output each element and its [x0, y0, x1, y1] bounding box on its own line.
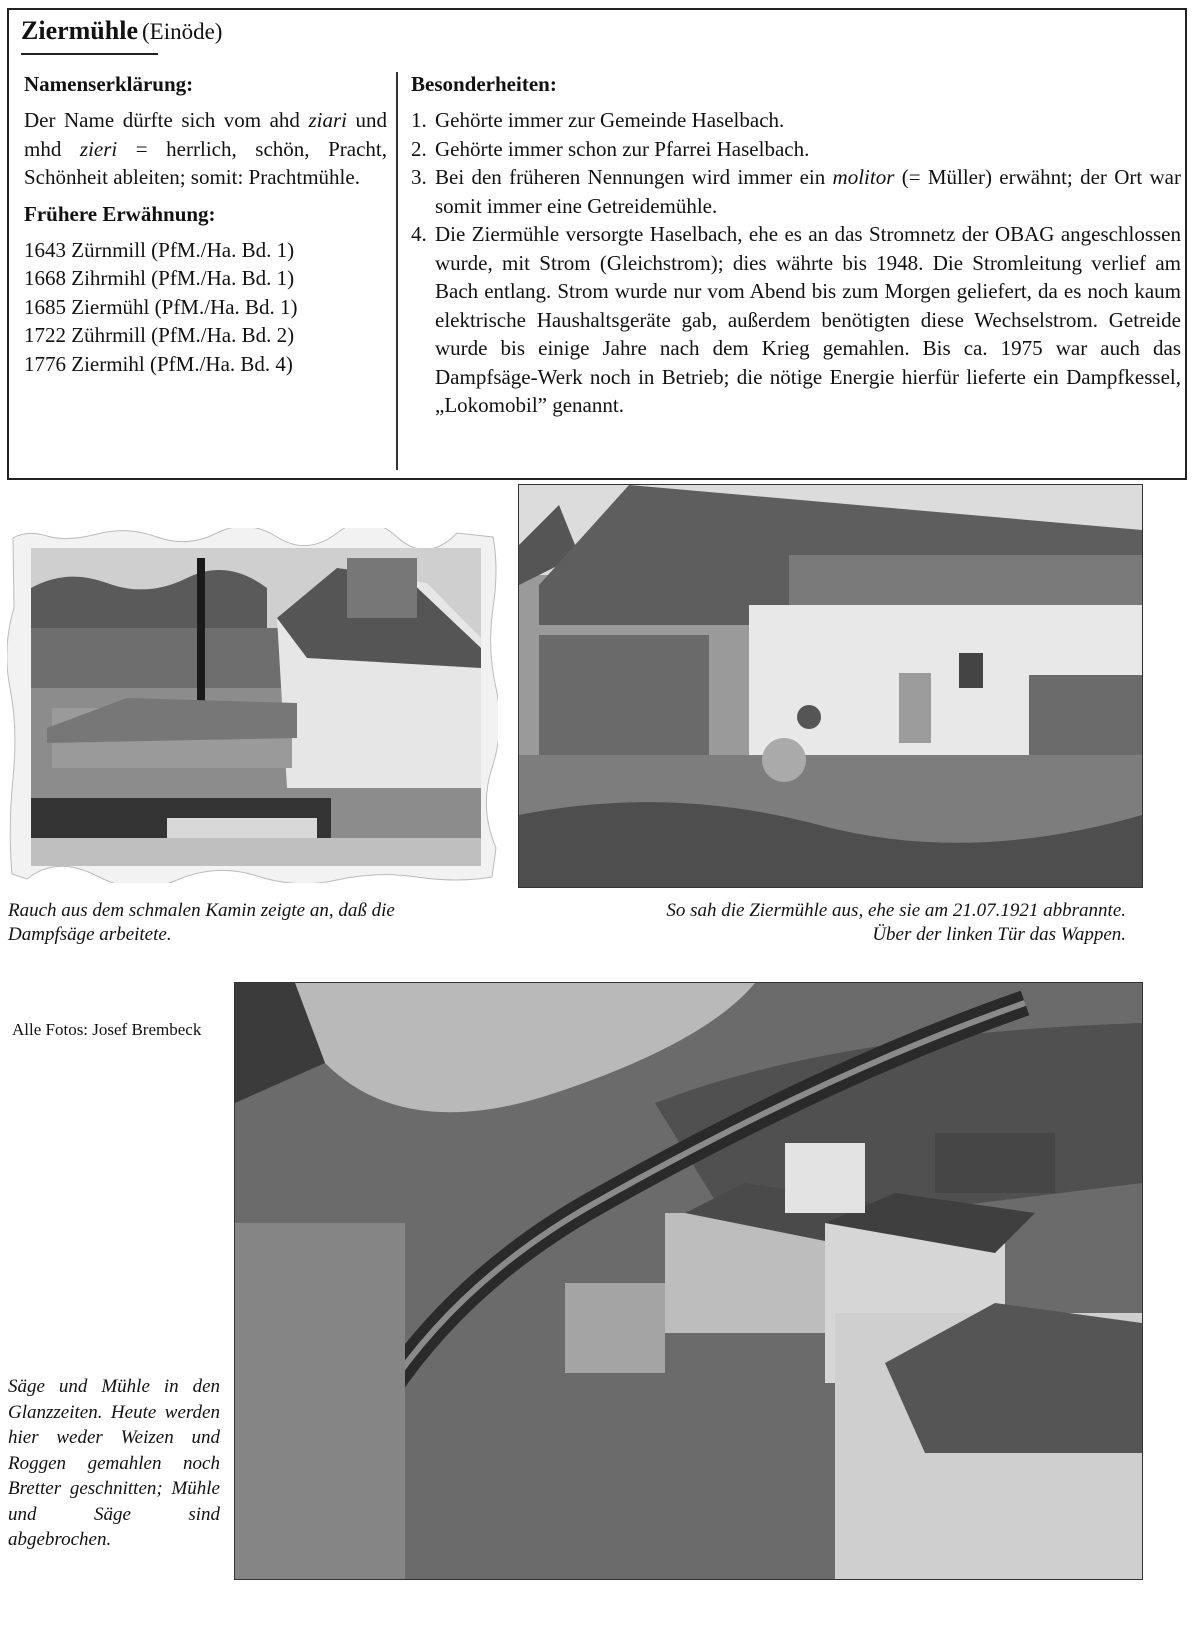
feature-number: 2. — [411, 136, 427, 161]
caption-photo2 — [560, 899, 1126, 947]
features-list — [411, 106, 1181, 420]
mention-item: 1685 Ziermühl (PfM./Ha. Bd. 1) — [24, 294, 298, 319]
mention-item: 1776 Ziermihl (PfM./Ha. Bd. 4) — [24, 351, 293, 376]
feature-text-run: Die Ziermühle versorgte Haselbach, ehe es an das Stromnetz der OBAG angeschlossen wurde, mit Strom (Gleichstrom); dies währte bis 1948. Die Stromleitung verlief am Bach entlang. Strom wurde nur vom Abend bis zum Morgen geliefert, da es noch kaum elektrische Haushaltsgeräte gab, außerdem benötigten diese Wechselstrom. Getreide wurde bis einige Jahre nach dem Krieg gemahlen. Bis ca. 1975 war auch das Dampfsäge-Werk noch in Betrieb; die nötige Energie hierfür lieferte ein Dampfkessel, „Lokomobil” genannt. — [435, 222, 1181, 417]
photo-sawmill — [7, 528, 498, 883]
title-underline — [21, 53, 158, 55]
photo-sawmill-image — [7, 528, 498, 883]
feature-text-run: Gehörte immer zur Gemeinde Haselbach. — [435, 108, 785, 132]
features-heading: Besonderheiten: — [411, 72, 557, 96]
name-text-run: = herrlich, schön, Pracht, Schönheit ableiten; somit: Prachtmühle. — [24, 136, 387, 189]
feature-text-run: (= Müller) erwähnt; der Ort war somit immer eine Getreidemühle. — [435, 165, 1181, 218]
caption-photo2-line2: Über der linken Tür das Wappen. — [872, 924, 1126, 945]
mention-item: 1668 Zihrmihl (PfM./Ha. Bd. 1) — [24, 266, 295, 290]
title-text: Ziermühle — [21, 16, 138, 45]
feature-item — [411, 106, 1181, 135]
column-divider — [396, 72, 398, 470]
photo-mill-before-fire — [518, 484, 1143, 888]
info-box — [7, 8, 1187, 480]
name-text-run: ziari — [308, 108, 347, 132]
caption-photo2-line1: So sah die Ziermühle aus, ehe sie am 21.07.1921 abbrannte. — [666, 900, 1126, 921]
right-column — [411, 70, 1181, 420]
caption-photo1: Rauch aus dem schmalen Kamin zeigte an, daß die Dampfsäge arbeitete. — [8, 900, 395, 945]
feature-item — [411, 220, 1181, 420]
page-title — [21, 16, 222, 46]
photo-mill-image — [519, 485, 1142, 887]
name-heading: Namenserklärung: — [24, 72, 194, 96]
feature-text-run: Gehörte immer schon zur Pfarrei Haselbach. — [435, 136, 810, 161]
mention-item: 1722 Zührmill (PfM./Ha. Bd. 2) — [24, 323, 295, 347]
mention-item: 1643 Zürnmill (PfM./Ha. Bd. 1) — [24, 237, 295, 262]
feature-text-run: molitor — [832, 165, 895, 189]
caption-photo3: Säge und Mühle in den Glanzzeiten. Heute werden hier weder Weizen und Roggen gemahlen noch Bretter geschnitten; Mühle und Säge sind abgebrochen. — [8, 1376, 220, 1550]
photo-credit: Alle Fotos: Josef Brembeck — [12, 1020, 202, 1039]
feature-item — [411, 135, 1181, 164]
photo-aerial-image — [235, 983, 1142, 1579]
feature-number: 4. — [411, 222, 427, 246]
name-text-run: und mhd — [24, 108, 388, 161]
photo-aerial — [234, 982, 1143, 1580]
name-text-run: Der Name dürfte sich vom ahd — [24, 108, 309, 132]
name-text-run: zieri — [79, 136, 118, 161]
feature-text-run: Bei den früheren Nennungen wird immer ein — [435, 165, 833, 189]
left-column — [24, 70, 387, 378]
feature-number: 1. — [411, 108, 427, 132]
feature-number: 3. — [411, 165, 427, 189]
mentions-heading: Frühere Erwähnung: — [24, 201, 216, 226]
subtitle-text: (Einöde) — [142, 19, 223, 44]
feature-item — [411, 163, 1181, 220]
name-explanation — [24, 106, 387, 192]
mentions-list — [24, 236, 387, 379]
